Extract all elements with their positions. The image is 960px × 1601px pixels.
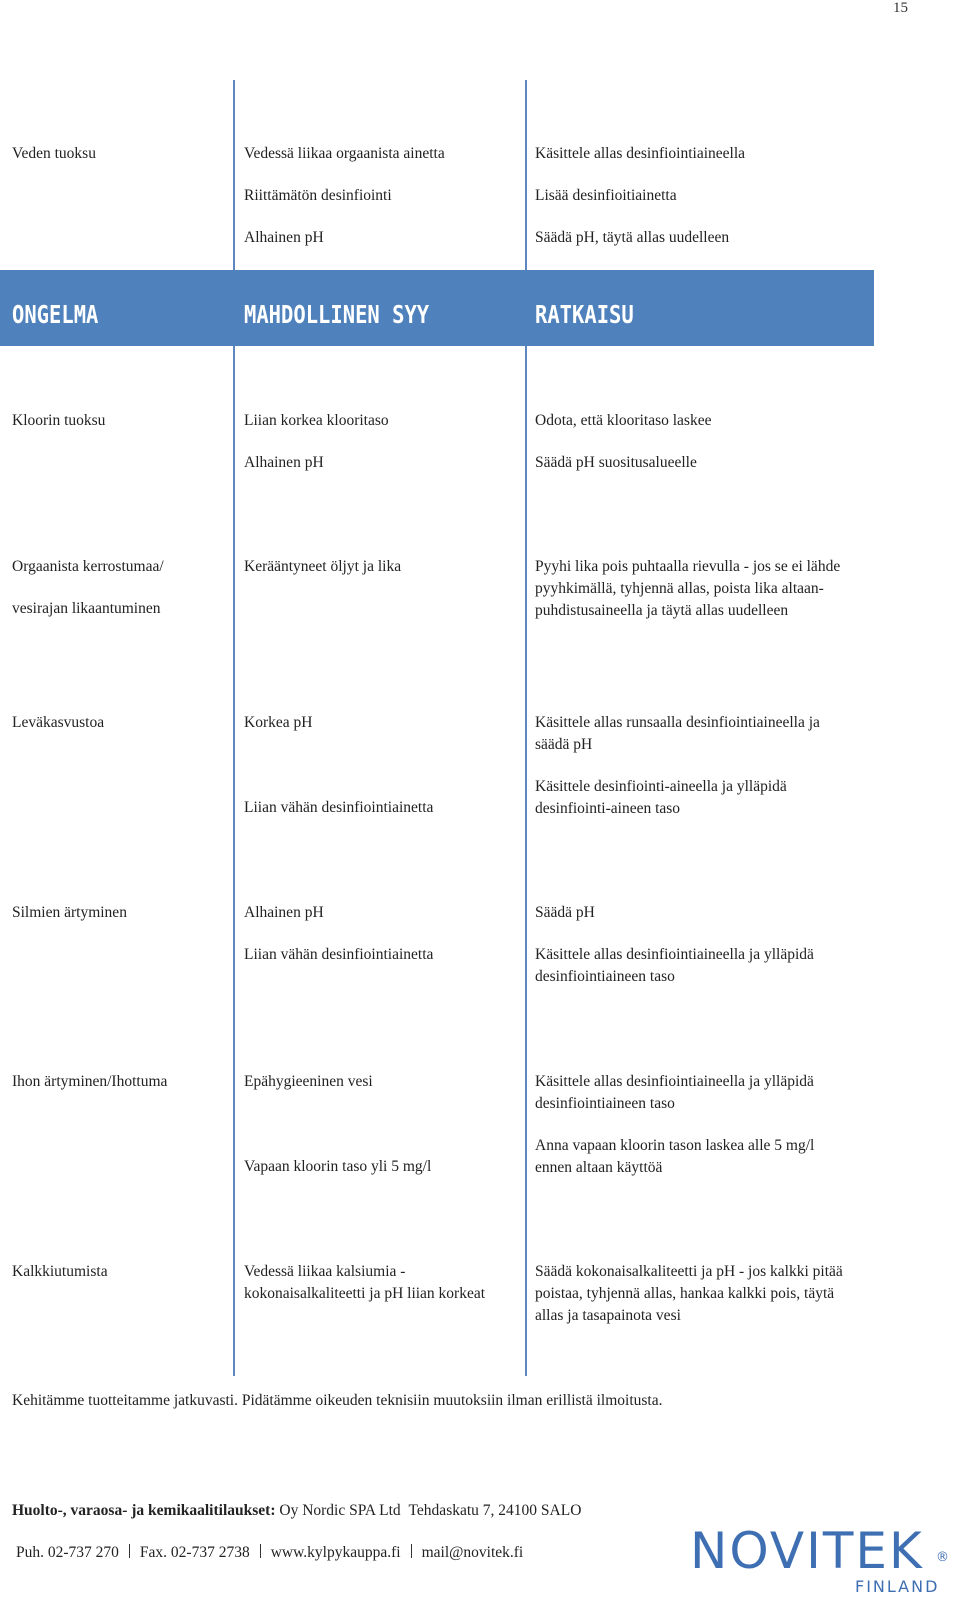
solution-cell: ennen altaan käyttöä	[535, 1159, 663, 1176]
solution-cell: säädä pH	[535, 736, 593, 753]
web-link[interactable]: www.kylpykauppa.fi	[270, 1544, 401, 1561]
problem-cell: vesirajan likaantuminen	[12, 600, 161, 617]
fax-text: Fax. 02-737 2738	[139, 1544, 250, 1561]
column-rule-2-upper	[525, 80, 527, 270]
problem-cell: Leväkasvustoa	[12, 714, 105, 731]
problem-cell: Orgaanista kerrostumaa/	[12, 558, 164, 575]
solution-cell: Säädä kokonaisalkaliteetti ja pH - jos kalkki pitää	[535, 1263, 843, 1280]
solution-cell: Säädä pH, täytä allas uudelleen	[535, 229, 730, 246]
cause-cell: Korkea pH	[244, 714, 313, 731]
cause-cell: Alhainen pH	[244, 904, 324, 921]
cause-cell: Liian vähän desinfiointiainetta	[244, 946, 434, 963]
solution-cell: desinfiointiaineen taso	[535, 968, 675, 985]
cause-cell: Epähygieeninen vesi	[244, 1073, 373, 1090]
column-rule-2-lower	[525, 346, 527, 1376]
registered-mark: ®	[936, 1550, 949, 1565]
solution-cell: poistaa, tyhjennä allas, hankaa kalkki pois, täytä	[535, 1285, 835, 1302]
solution-cell: Käsittele allas desinfiointiaineella ja ylläpidä	[535, 1073, 814, 1090]
header-ratkaisu: RATKAISU	[535, 300, 634, 329]
problem-cell: Kloorin tuoksu	[12, 412, 106, 429]
solution-cell: allas ja tasapainota vesi	[535, 1307, 681, 1324]
separator	[260, 1544, 261, 1558]
cause-cell: Alhainen pH	[244, 454, 324, 471]
cause-cell: Kerääntyneet öljyt ja lika	[244, 558, 402, 575]
disclaimer-text: Kehitämme tuotteitamme jatkuvasti. Pidätämme oikeuden teknisiin muutoksiin ilman erillistä ilmoitusta.	[12, 1392, 663, 1409]
solution-cell: desinfiointi-aineen taso	[535, 800, 681, 817]
problem-cell: Silmien ärtyminen	[12, 904, 127, 921]
solution-cell: Käsittele allas desinfiointiaineella ja ylläpidä	[535, 946, 814, 963]
service-company: Oy Nordic SPA Ltd	[279, 1502, 401, 1519]
cause-cell: Vapaan kloorin taso yli 5 mg/l	[244, 1158, 432, 1175]
solution-cell: Säädä pH	[535, 904, 595, 921]
cause-cell: kokonaisalkaliteetti ja pH liian korkeat	[244, 1285, 486, 1302]
header-ongelma: ONGELMA	[12, 300, 99, 329]
separator	[411, 1544, 412, 1558]
cause-cell: Riittämätön desinfiointi	[244, 187, 392, 204]
solution-cell: Lisää desinfioitiainetta	[535, 187, 677, 204]
email-link[interactable]: mail@novitek.fi	[421, 1544, 524, 1561]
column-rule-1-upper	[233, 80, 235, 270]
cause-cell: Alhainen pH	[244, 229, 324, 246]
table-header-band	[0, 270, 874, 346]
service-label: Huolto-, varaosa- ja kemikaalitilaukset:	[12, 1502, 276, 1519]
cause-cell: Liian vähän desinfiointiainetta	[244, 799, 434, 816]
solution-cell: Pyyhi lika pois puhtaalla rievulla - jos se ei lähde	[535, 558, 841, 575]
column-rule-1-lower	[233, 346, 235, 1376]
solution-cell: Käsittele desinfiointi-aineella ja ylläpidä	[535, 778, 787, 795]
problem-cell: Ihon ärtyminen/Ihottuma	[12, 1073, 168, 1090]
logo-wordmark: NOVITEK	[690, 1522, 924, 1580]
solution-cell: desinfiointiaineen taso	[535, 1095, 675, 1112]
solution-cell: Säädä pH suositusalueelle	[535, 454, 697, 471]
solution-cell: Käsittele allas desinfiointiaineella	[535, 145, 746, 162]
header-mahdollinen-syy: MAHDOLLINEN SYY	[244, 300, 430, 329]
solution-cell: Käsittele allas runsaalla desinfiointiaineella ja	[535, 714, 820, 731]
problem-cell: Veden tuoksu	[12, 145, 96, 162]
cause-cell: Vedessä liikaa kalsiumia -	[244, 1263, 406, 1280]
phone-text: Puh. 02-737 270	[16, 1544, 119, 1561]
solution-cell: puhdistusaineella ja täytä allas uudelleen	[535, 602, 789, 619]
solution-cell: Odota, että klooritaso laskee	[535, 412, 712, 429]
solution-cell: pyyhkimällä, tyhjennä allas, poista lika altaan-	[535, 580, 824, 597]
separator	[129, 1544, 130, 1558]
solution-cell: Anna vapaan kloorin tason laskea alle 5 mg/l	[535, 1137, 815, 1154]
service-address: Tehdaskatu 7, 24100 SALO	[408, 1502, 582, 1519]
cause-cell: Liian korkea klooritaso	[244, 412, 389, 429]
contact-info	[16, 1544, 523, 1562]
novitek-logo	[690, 1522, 952, 1600]
cause-cell: Vedessä liikaa orgaanista ainetta	[244, 145, 445, 162]
logo-subtitle: FINLAND	[855, 1577, 940, 1596]
page-number: 15	[893, 0, 908, 16]
problem-cell: Kalkkiutumista	[12, 1263, 108, 1280]
service-info	[12, 1502, 581, 1520]
